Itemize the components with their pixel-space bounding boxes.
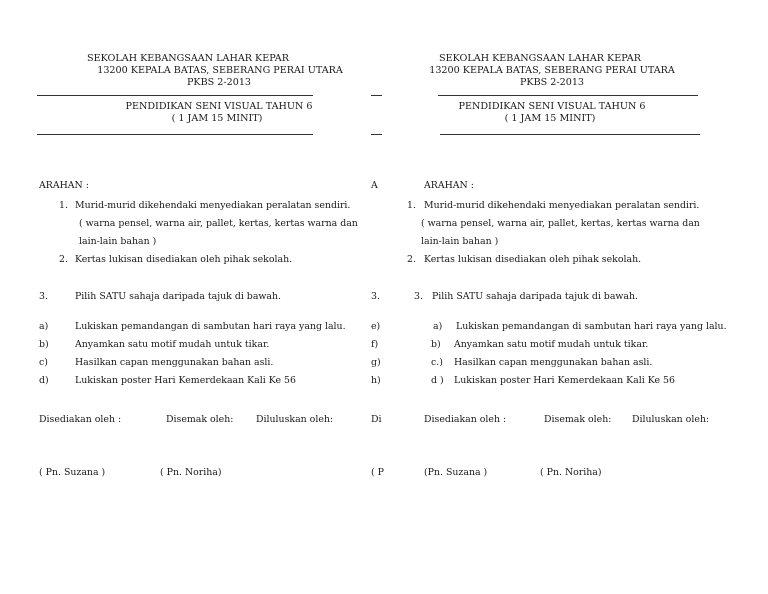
topic-letter: a) <box>39 321 49 332</box>
instruction-3: Pilih SATU sahaja daripada tajuk di bawah. <box>432 291 639 302</box>
topic-text: Lukiskan poster Hari Kemerdekaan Kali Ke 56 <box>454 375 675 386</box>
margin-letter: g) <box>371 357 381 368</box>
subject-title: PENDIDIKAN SENI VISUAL TAHUN 6 <box>458 101 646 112</box>
duration: ( 1 JAM 15 MINIT) <box>504 113 596 124</box>
instruction-number: 2. <box>407 254 416 265</box>
topic-text: Hasilkan capan menggunakan bahan asli. <box>75 357 274 368</box>
header-rule-fragment <box>371 134 382 135</box>
topic-text: Hasilkan capan menggunakan bahan asli. <box>454 357 653 368</box>
preparer-name: (Pn. Suzana ) <box>424 467 488 478</box>
instruction-1-detail-cont: lain-lain bahan ) <box>421 236 499 247</box>
topic-letter: d) <box>39 375 49 386</box>
instruction-1: Murid-murid dikehendaki menyediakan peralatan sendiri. <box>424 200 700 211</box>
school-name: SEKOLAH KEBANGSAAN LAHAR KEPAR <box>439 53 641 64</box>
topic-letter: c) <box>39 357 48 368</box>
checked-by-label: Disemak oleh: <box>544 414 612 425</box>
instruction-2: Kertas lukisan disediakan oleh pihak sekolah. <box>424 254 642 265</box>
subject-title: PENDIDIKAN SENI VISUAL TAHUN 6 <box>125 101 313 112</box>
topic-text: Lukiskan pemandangan di sambutan hari raya yang lalu. <box>456 321 727 332</box>
instruction-1: Murid-murid dikehendaki menyediakan peralatan sendiri. <box>75 200 351 211</box>
topic-letter: a) <box>433 321 443 332</box>
topic-text: Lukiskan pemandangan di sambutan hari raya yang lalu. <box>75 321 346 332</box>
instruction-1-detail: ( warna pensel, warna air, pallet, kertas, kertas warna dan <box>421 218 700 229</box>
header-rule <box>37 134 313 135</box>
instructions-heading: ARAHAN : <box>39 180 89 191</box>
instructions-heading: ARAHAN : <box>424 180 474 191</box>
exam-code: PKBS 2-2013 <box>186 77 252 88</box>
school-address: 13200 KEPALA BATAS, SEBERANG PERAI UTARA <box>429 65 675 76</box>
margin-fragment: Di <box>371 414 382 425</box>
prepared-by-label: Disediakan oleh : <box>39 414 122 425</box>
margin-fragment: 3. <box>371 291 380 302</box>
instruction-number: 3. <box>39 291 48 302</box>
school-address: 13200 KEPALA BATAS, SEBERANG PERAI UTARA <box>97 65 343 76</box>
margin-fragment: A <box>371 180 378 191</box>
topic-letter: b) <box>39 339 49 350</box>
margin-letter: h) <box>371 375 381 386</box>
margin-letter: e) <box>371 321 381 332</box>
header-rule-fragment <box>371 95 382 96</box>
approved-by-label: Diluluskan oleh: <box>632 414 710 425</box>
instruction-number: 3. <box>414 291 423 302</box>
instruction-number: 1. <box>407 200 416 211</box>
instruction-number: 2. <box>59 254 68 265</box>
preparer-name: ( Pn. Suzana ) <box>39 467 106 478</box>
instruction-2: Kertas lukisan disediakan oleh pihak sekolah. <box>75 254 293 265</box>
margin-fragment: ( P <box>371 467 384 478</box>
instruction-1-detail-cont: lain-lain bahan ) <box>79 236 157 247</box>
checker-name: ( Pn. Noriha) <box>160 467 222 478</box>
topic-text: Anyamkan satu motif mudah untuk tikar. <box>454 339 649 350</box>
checker-name: ( Pn. Noriha) <box>540 467 602 478</box>
header-rule <box>438 95 698 96</box>
margin-letter: f) <box>371 339 379 350</box>
prepared-by-label: Disediakan oleh : <box>424 414 507 425</box>
topic-text: Lukiskan poster Hari Kemerdekaan Kali Ke 56 <box>75 375 296 386</box>
instruction-number: 1. <box>59 200 68 211</box>
instruction-3: Pilih SATU sahaja daripada tajuk di bawah. <box>75 291 282 302</box>
topic-letter: b) <box>431 339 441 350</box>
approved-by-label: Diluluskan oleh: <box>256 414 334 425</box>
duration: ( 1 JAM 15 MINIT) <box>171 113 263 124</box>
school-name: SEKOLAH KEBANGSAAN LAHAR KEPAR <box>87 53 289 64</box>
header-rule <box>440 134 700 135</box>
topic-letter: c.) <box>431 357 443 368</box>
instruction-1-detail: ( warna pensel, warna air, pallet, kertas, kertas warna dan <box>79 218 358 229</box>
header-rule <box>37 95 313 96</box>
exam-code: PKBS 2-2013 <box>519 77 585 88</box>
checked-by-label: Disemak oleh: <box>166 414 234 425</box>
topic-text: Anyamkan satu motif mudah untuk tikar. <box>75 339 270 350</box>
topic-letter: d ) <box>431 375 444 386</box>
